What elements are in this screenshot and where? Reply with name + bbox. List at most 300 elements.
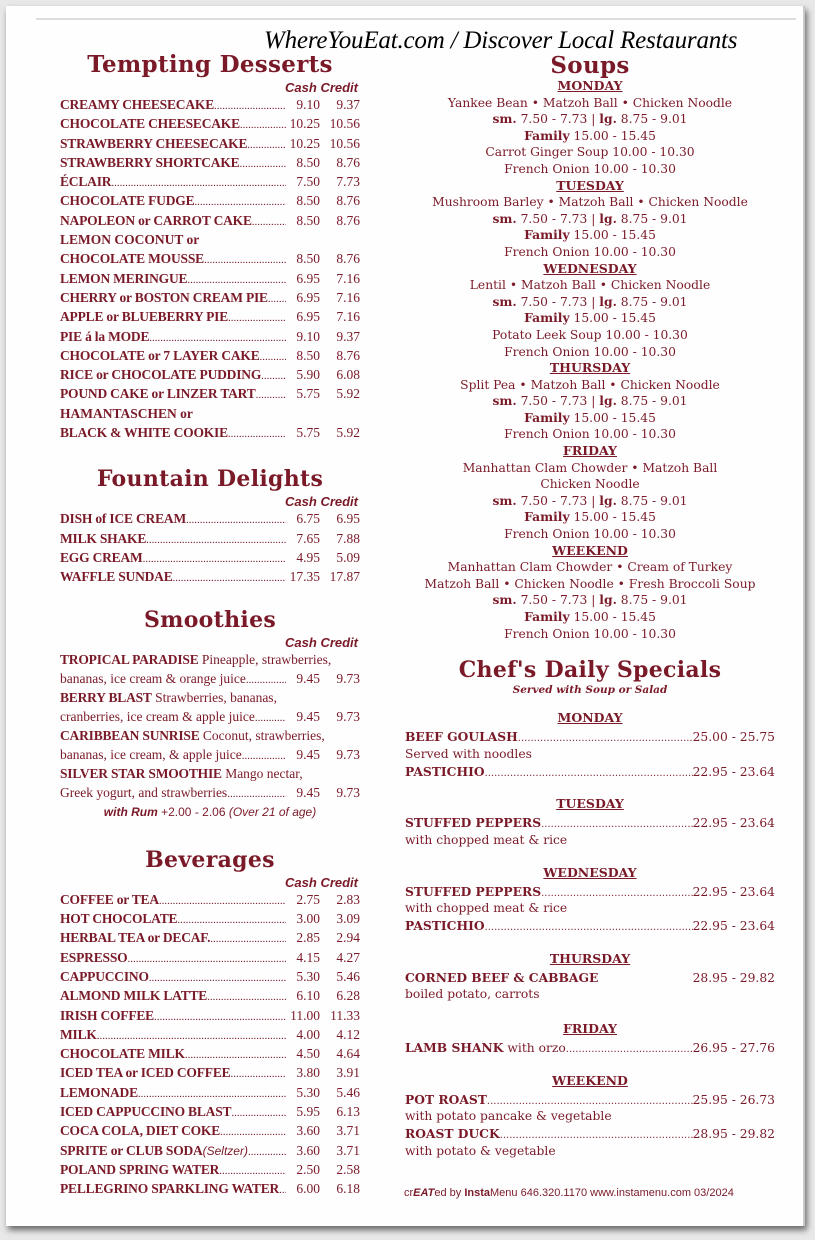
small-label: sm. bbox=[492, 393, 517, 409]
leader-dots bbox=[159, 895, 286, 907]
credit-price: 5.92 bbox=[336, 425, 360, 441]
family-price: 15.00 - 15.45 bbox=[569, 510, 656, 525]
smoothie-name-line bbox=[60, 690, 360, 709]
menu-item-name-line: HAMANTASCHEN or bbox=[60, 405, 193, 421]
leader-dots bbox=[279, 1184, 286, 1196]
menu-item bbox=[60, 969, 360, 988]
credit-price: 9.37 bbox=[336, 328, 360, 344]
beverages-title: Beverages bbox=[145, 846, 275, 873]
cash-price: 2.50 bbox=[296, 1161, 320, 1177]
special-name bbox=[405, 814, 541, 832]
soup-size-prices bbox=[401, 592, 779, 609]
credit-price: 6.28 bbox=[336, 988, 360, 1004]
smoothie-desc: Mango nectar, bbox=[221, 766, 303, 782]
smoothie-desc: bananas, ice cream & orange juice bbox=[60, 670, 246, 686]
smoothie-name-line bbox=[60, 652, 360, 671]
price-header bbox=[60, 635, 360, 652]
footer-prefix: cr bbox=[404, 1187, 414, 1199]
cash-price: 2.85 bbox=[296, 930, 320, 946]
cash-price: 6.95 bbox=[296, 289, 320, 305]
cash-price: 10.25 bbox=[289, 135, 320, 151]
menu-item-name: ÉCLAIR bbox=[60, 174, 112, 190]
menu-item bbox=[60, 531, 360, 550]
menu-item-name: PELLEGRINO SPARKLING WATER bbox=[60, 1181, 280, 1197]
menu-item bbox=[60, 1046, 360, 1065]
cash-price: 5.75 bbox=[296, 386, 320, 402]
menu-item bbox=[60, 348, 360, 367]
small-price: 7.50 - 7.73 | bbox=[516, 294, 600, 309]
credit-price: 3.71 bbox=[336, 1142, 360, 1158]
large-price: 8.75 - 9.01 bbox=[616, 593, 688, 608]
special-price: 28.95 - 29.82 bbox=[692, 970, 775, 985]
small-price: 7.50 - 7.73 | bbox=[516, 394, 600, 409]
menu-item-name: STRAWBERRY CHEESECAKE bbox=[60, 135, 248, 151]
smoothie-price-row bbox=[60, 709, 360, 728]
credit-price: 6.95 bbox=[336, 511, 360, 527]
smoothie-desc: Coconut, strawberries, bbox=[199, 728, 325, 744]
credit-price: 7.16 bbox=[336, 289, 360, 305]
credit-price: 10.56 bbox=[329, 116, 360, 132]
credit-price: 9.73 bbox=[336, 670, 360, 686]
menu-item-name: PIE á la MODE bbox=[60, 328, 150, 344]
large-label: lg. bbox=[599, 293, 617, 309]
leader-dots bbox=[230, 1068, 286, 1080]
special-price: 22.95 - 23.64 bbox=[692, 884, 775, 899]
family-label: Family bbox=[524, 310, 570, 326]
credit-price: 10.56 bbox=[329, 135, 360, 151]
credit-price: 4.64 bbox=[336, 1046, 360, 1062]
price-header bbox=[60, 80, 360, 97]
footer-contact: 646.320.1170 www.instamenu.com 03/2024 bbox=[517, 1187, 734, 1199]
menu-item bbox=[60, 911, 360, 930]
cash-price: 9.45 bbox=[296, 670, 320, 686]
specials-title: Chef's Daily Specials bbox=[458, 657, 722, 684]
large-label: lg. bbox=[599, 592, 617, 608]
soup-extra: French Onion 10.00 - 10.30 bbox=[504, 161, 676, 176]
cash-price: 8.50 bbox=[296, 347, 320, 363]
large-label: lg. bbox=[599, 210, 617, 226]
cash-price: 6.95 bbox=[296, 270, 320, 286]
credit-price: 5.09 bbox=[336, 549, 360, 565]
menu-item-name: ICED TEA or ICED COFFEE bbox=[60, 1065, 231, 1081]
menu-item bbox=[60, 1123, 360, 1142]
desserts-title: Tempting Desserts bbox=[87, 51, 333, 78]
cash-price: 3.60 bbox=[296, 1142, 320, 1158]
soup-family-price bbox=[401, 609, 779, 626]
specials-day-heading: TUESDAY bbox=[556, 796, 624, 812]
cash-price: 8.50 bbox=[296, 154, 320, 170]
menu-item bbox=[60, 1008, 360, 1027]
leader-dots bbox=[485, 765, 693, 783]
small-label: sm. bbox=[492, 592, 517, 608]
specials-day-heading: WEEKEND bbox=[552, 1072, 628, 1088]
smoothie-desc: bananas, ice cream, & apple juice bbox=[60, 747, 242, 763]
menu-item-name: COFFEE or TEA bbox=[60, 891, 159, 907]
leader-dots bbox=[149, 332, 286, 344]
price-header bbox=[60, 494, 360, 511]
menu-item-name: WAFFLE SUNDAE bbox=[60, 569, 173, 585]
smoothie-name: CARIBBEAN SUNRISE bbox=[60, 728, 200, 744]
family-label: Family bbox=[524, 127, 570, 143]
menu-item-name: CAPPUCCINO bbox=[60, 968, 149, 984]
soup-varieties: Manhattan Clam Chowder • Matzoh Ball bbox=[462, 460, 718, 475]
menu-item-name: ICED CAPPUCCINO BLAST bbox=[60, 1103, 232, 1119]
small-price: 7.50 - 7.73 | bbox=[516, 112, 600, 127]
smoothie-price-row bbox=[60, 747, 360, 766]
menu-item-name: RICE or CHOCOLATE PUDDING bbox=[60, 367, 262, 383]
cash-price: 9.45 bbox=[296, 747, 320, 763]
credit-header: Credit bbox=[320, 80, 358, 95]
cash-price: 3.00 bbox=[296, 911, 320, 927]
fountain-title: Fountain Delights bbox=[96, 466, 324, 493]
footer-credit bbox=[404, 1187, 734, 1199]
soup-varieties: Split Pea • Matzoh Ball • Chicken Noodle bbox=[460, 377, 720, 392]
smoothie-desc: cranberries, ice cream & apple juice bbox=[60, 708, 255, 724]
menu-item bbox=[60, 1085, 360, 1104]
leader-dots bbox=[210, 933, 286, 945]
leader-dots bbox=[204, 254, 286, 266]
cash-price: 8.50 bbox=[296, 212, 320, 228]
cash-price: 4.15 bbox=[296, 949, 320, 965]
special-name bbox=[405, 1039, 566, 1058]
leader-dots bbox=[227, 788, 286, 800]
leader-dots bbox=[228, 428, 286, 440]
leader-dots bbox=[247, 139, 286, 151]
cash-price: 10.25 bbox=[289, 116, 320, 132]
menu-item bbox=[60, 116, 360, 135]
leader-dots bbox=[242, 750, 286, 762]
menu-item-name: EGG CREAM bbox=[60, 549, 143, 565]
menu-item-name: POLAND SPRING WATER bbox=[60, 1161, 220, 1177]
special-name bbox=[405, 1091, 487, 1109]
special-item bbox=[405, 883, 775, 901]
family-label: Family bbox=[524, 227, 570, 243]
credit-price: 6.18 bbox=[336, 1181, 360, 1197]
credit-price: 7.88 bbox=[336, 530, 360, 546]
menu-item-name: NAPOLEON or CARROT CAKE bbox=[60, 212, 252, 228]
rum-price: +2.00 - 2.06 bbox=[157, 804, 229, 819]
menu-item-name: CHOCOLATE FUDGE bbox=[60, 193, 195, 209]
credit-price: 4.27 bbox=[336, 949, 360, 965]
credit-price: 9.73 bbox=[336, 747, 360, 763]
menu-item bbox=[60, 1104, 360, 1123]
menu-item-name: HERBAL TEA or DECAF. bbox=[60, 930, 211, 946]
soup-size-prices bbox=[401, 393, 779, 410]
soup-varieties: Manhattan Clam Chowder • Cream of Turkey bbox=[447, 560, 733, 575]
soup-day-heading: THURSDAY bbox=[549, 360, 631, 376]
credit-price: 8.76 bbox=[336, 251, 360, 267]
soup-varieties: Mushroom Barley • Matzoh Ball • Chicken Noodle bbox=[432, 195, 748, 210]
soup-day-heading: TUESDAY bbox=[556, 177, 624, 193]
menu-item bbox=[60, 425, 360, 444]
menu-item bbox=[60, 174, 360, 193]
soup-day-heading: WEDNESDAY bbox=[543, 260, 637, 276]
menu-item bbox=[60, 367, 360, 386]
menu-item-name: MILK bbox=[60, 1026, 97, 1042]
credit-price: 7.16 bbox=[336, 309, 360, 325]
soup-extra: Potato Leek Soup 10.00 - 10.30 bbox=[492, 327, 688, 342]
rum-option bbox=[60, 805, 360, 825]
special-name-text: PASTICHIO bbox=[405, 918, 485, 934]
menu-item-name: IRISH COFFEE bbox=[60, 1007, 154, 1023]
menu-item bbox=[60, 329, 360, 348]
cash-price: 5.75 bbox=[296, 425, 320, 441]
cash-header: Cash bbox=[285, 634, 317, 650]
footer-eat: EAT bbox=[413, 1187, 435, 1199]
cash-price: 2.75 bbox=[296, 891, 320, 907]
leader-dots bbox=[149, 972, 286, 984]
leader-dots bbox=[111, 177, 286, 189]
leader-dots bbox=[177, 914, 286, 926]
cash-price: 11.00 bbox=[290, 1007, 320, 1023]
large-label: lg. bbox=[599, 492, 617, 508]
special-price: 28.95 - 29.82 bbox=[692, 1127, 775, 1142]
special-item bbox=[405, 917, 775, 935]
soup-day-heading: FRIDAY bbox=[563, 443, 617, 459]
smoothie-name: TROPICAL PARADISE bbox=[60, 651, 199, 667]
credit-price: 2.83 bbox=[336, 891, 360, 907]
leader-dots bbox=[138, 1088, 286, 1100]
soup-size-prices bbox=[401, 211, 779, 228]
soups-title: Soups bbox=[550, 52, 630, 79]
leader-dots bbox=[194, 196, 286, 208]
credit-price: 5.46 bbox=[336, 968, 360, 984]
special-desc: Served with noodles bbox=[405, 746, 532, 761]
leader-dots bbox=[231, 1107, 286, 1119]
family-label: Family bbox=[524, 409, 570, 425]
soup-family-price bbox=[401, 310, 779, 327]
cash-price: 17.35 bbox=[289, 569, 320, 585]
credit-price: 8.76 bbox=[336, 212, 360, 228]
credit-price: 17.87 bbox=[329, 569, 360, 585]
family-price: 15.00 - 15.45 bbox=[569, 610, 656, 624]
special-item bbox=[405, 728, 775, 746]
small-price: 7.50 - 7.73 | bbox=[516, 593, 600, 608]
smoothie-name: SILVER STAR SMOOTHIE bbox=[60, 766, 222, 782]
menu-item bbox=[60, 1027, 360, 1046]
special-item bbox=[405, 1091, 775, 1109]
menu-item-note: (Seltzer) bbox=[202, 1143, 248, 1158]
special-item bbox=[405, 814, 775, 832]
credit-price: 11.33 bbox=[330, 1007, 360, 1023]
soup-varieties: Chicken Noodle bbox=[540, 477, 640, 492]
cash-price: 6.75 bbox=[296, 511, 320, 527]
small-price: 7.50 - 7.73 | bbox=[516, 211, 600, 226]
large-price: 8.75 - 9.01 bbox=[616, 394, 688, 409]
credit-price: 6.13 bbox=[336, 1103, 360, 1119]
credit-price: 9.73 bbox=[336, 785, 360, 801]
menu-item-name: ESPRESSO bbox=[60, 949, 128, 965]
smoothie-price-row bbox=[60, 785, 360, 804]
beverages-list bbox=[60, 892, 360, 1201]
soup-family-price bbox=[401, 509, 779, 526]
menu-item-name: CHOCOLATE MOUSSE bbox=[60, 251, 204, 267]
special-item bbox=[405, 1039, 775, 1057]
family-price: 15.00 - 15.45 bbox=[569, 228, 656, 243]
large-label: lg. bbox=[599, 111, 617, 127]
cash-price: 9.45 bbox=[296, 785, 320, 801]
smoothie-name-line bbox=[60, 728, 360, 747]
cash-price: 5.90 bbox=[296, 367, 320, 383]
menu-item-name: COCA COLA, DIET COKE bbox=[60, 1123, 221, 1139]
cash-price: 3.60 bbox=[296, 1123, 320, 1139]
leader-dots bbox=[185, 1049, 286, 1061]
leader-dots bbox=[255, 712, 286, 724]
leader-dots bbox=[246, 674, 286, 686]
smoothie-desc: Strawberries, bananas, bbox=[151, 689, 277, 705]
cash-price: 8.50 bbox=[296, 251, 320, 267]
brand-logo: Insta bbox=[464, 1187, 491, 1199]
menu-item bbox=[60, 386, 360, 405]
smoothie-desc: Pineapple, strawberries, bbox=[198, 651, 332, 667]
leader-dots bbox=[173, 572, 286, 584]
small-label: sm. bbox=[492, 111, 517, 127]
credit-price: 5.92 bbox=[336, 386, 360, 402]
credit-price: 8.76 bbox=[336, 347, 360, 363]
menu-item-name: APPLE or BLUEBERRY PIE bbox=[60, 309, 229, 325]
menu-item-name: LEMON MERINGUE bbox=[60, 270, 188, 286]
cash-price: 7.65 bbox=[296, 530, 320, 546]
special-name bbox=[405, 883, 541, 901]
menu-item bbox=[60, 155, 360, 174]
leader-dots bbox=[214, 100, 286, 112]
special-price: 22.95 - 23.64 bbox=[692, 764, 775, 779]
leader-dots bbox=[186, 514, 286, 526]
cash-price: 4.95 bbox=[296, 549, 320, 565]
menu-item bbox=[60, 1162, 360, 1181]
credit-price: 8.76 bbox=[336, 193, 360, 209]
cash-header: Cash bbox=[285, 80, 317, 95]
soup-extra: French Onion 10.00 - 10.30 bbox=[504, 244, 676, 259]
smoothie-desc: Greek yogurt, and strawberries bbox=[60, 785, 228, 801]
menu-item-name-line: LEMON COCONUT or bbox=[60, 232, 200, 248]
credit-price: 7.16 bbox=[336, 270, 360, 286]
soup-extra: French Onion 10.00 - 10.30 bbox=[504, 527, 676, 542]
leader-dots bbox=[146, 534, 286, 546]
special-name-text: PASTICHIO bbox=[405, 763, 485, 779]
soup-extra: Carrot Ginger Soup 10.00 - 10.30 bbox=[485, 145, 695, 160]
special-name bbox=[405, 1125, 500, 1143]
menu-item-name: CREAMY CHEESECAKE bbox=[60, 97, 214, 112]
menu-item bbox=[60, 950, 360, 969]
leader-dots bbox=[248, 1146, 286, 1158]
large-price: 8.75 - 9.01 bbox=[616, 112, 688, 127]
menu-item bbox=[60, 290, 360, 309]
menu-item-name: ALMOND MILK LATTE bbox=[60, 988, 208, 1004]
family-price: 15.00 - 15.45 bbox=[569, 128, 656, 143]
menu-item bbox=[60, 988, 360, 1007]
cash-header: Cash bbox=[285, 494, 317, 510]
menu-item bbox=[60, 136, 360, 155]
smoothie-name: BERRY BLAST bbox=[60, 689, 152, 705]
leader-dots bbox=[207, 991, 286, 1003]
special-name-text: BEEF GOULASH bbox=[405, 729, 518, 745]
family-price: 15.00 - 15.45 bbox=[569, 410, 656, 425]
menu-item-name: CHOCOLATE MILK bbox=[60, 1046, 185, 1062]
small-label: sm. bbox=[492, 492, 517, 508]
menu-item-name: CHOCOLATE CHEESECAKE bbox=[60, 116, 240, 132]
specials-day-heading: MONDAY bbox=[557, 710, 623, 726]
cash-price: 6.00 bbox=[296, 1181, 320, 1197]
special-name-text: ROAST DUCK bbox=[405, 1126, 500, 1142]
family-price: 15.00 - 15.45 bbox=[569, 311, 656, 326]
cash-price: 3.80 bbox=[296, 1065, 320, 1081]
credit-header: Credit bbox=[320, 874, 358, 890]
soup-family-price bbox=[401, 410, 779, 427]
special-name bbox=[405, 917, 485, 935]
credit-price: 2.58 bbox=[336, 1161, 360, 1177]
special-name-text: STUFFED PEPPERS bbox=[405, 815, 542, 831]
menu-item bbox=[60, 892, 360, 911]
cash-price: 6.95 bbox=[296, 309, 320, 325]
leader-dots bbox=[252, 216, 286, 228]
leader-dots bbox=[143, 553, 286, 565]
large-price: 8.75 - 9.01 bbox=[616, 493, 688, 508]
credit-price: 5.46 bbox=[336, 1084, 360, 1100]
special-name bbox=[405, 763, 485, 781]
right-column bbox=[401, 50, 779, 1160]
special-desc: with potato & vegetable bbox=[405, 1143, 556, 1158]
desserts-list bbox=[60, 97, 360, 444]
menu-item bbox=[60, 550, 360, 569]
credit-price: 9.73 bbox=[336, 708, 360, 724]
menu-item bbox=[60, 309, 360, 328]
rum-label: with Rum bbox=[103, 804, 158, 819]
menu-item-name: DISH of ICE CREAM bbox=[60, 511, 186, 527]
menu-item-name: POUND CAKE or LINZER TART bbox=[60, 386, 256, 402]
credit-price: 8.76 bbox=[336, 154, 360, 170]
special-price: 25.00 - 25.75 bbox=[692, 730, 775, 745]
leader-dots bbox=[256, 389, 286, 401]
credit-price: 3.09 bbox=[336, 911, 360, 927]
soups-list bbox=[401, 78, 779, 642]
credit-header: Credit bbox=[320, 494, 358, 510]
menu-item bbox=[60, 271, 360, 290]
cash-price: 7.50 bbox=[296, 174, 320, 190]
smoothie-price-row bbox=[60, 671, 360, 690]
specials-subtitle: Served with Soup or Salad bbox=[512, 684, 668, 697]
leader-dots bbox=[127, 953, 286, 965]
leader-dots bbox=[261, 370, 286, 382]
special-item bbox=[405, 763, 775, 781]
credit-price: 9.37 bbox=[336, 97, 360, 112]
leader-dots bbox=[219, 1165, 286, 1177]
menu-item bbox=[60, 213, 360, 232]
cash-price: 5.95 bbox=[296, 1103, 320, 1119]
menu-item-name: BLACK & WHITE COOKIE bbox=[60, 425, 228, 441]
small-label: sm. bbox=[492, 210, 517, 226]
special-item bbox=[405, 969, 775, 987]
special-name bbox=[405, 728, 518, 746]
credit-price: 3.91 bbox=[336, 1065, 360, 1081]
leader-dots bbox=[187, 274, 286, 286]
special-name-text: LAMB SHANK bbox=[405, 1040, 504, 1056]
rum-note: (Over 21 of age) bbox=[228, 804, 317, 819]
small-label: sm. bbox=[492, 293, 517, 309]
soup-day-heading: MONDAY bbox=[557, 78, 623, 93]
special-name-text: CORNED BEEF & CABBAGE bbox=[405, 969, 599, 985]
price-header bbox=[60, 875, 360, 892]
large-price: 8.75 - 9.01 bbox=[616, 294, 688, 309]
menu-item-name: MILK SHAKE bbox=[60, 530, 147, 546]
left-column bbox=[60, 50, 360, 1200]
cash-price: 5.30 bbox=[296, 1084, 320, 1100]
credit-price: 3.71 bbox=[336, 1123, 360, 1139]
credit-price: 7.73 bbox=[336, 174, 360, 190]
credit-price: 2.94 bbox=[336, 930, 360, 946]
menu-item bbox=[60, 1143, 360, 1162]
soup-day-heading: WEEKEND bbox=[552, 542, 628, 558]
